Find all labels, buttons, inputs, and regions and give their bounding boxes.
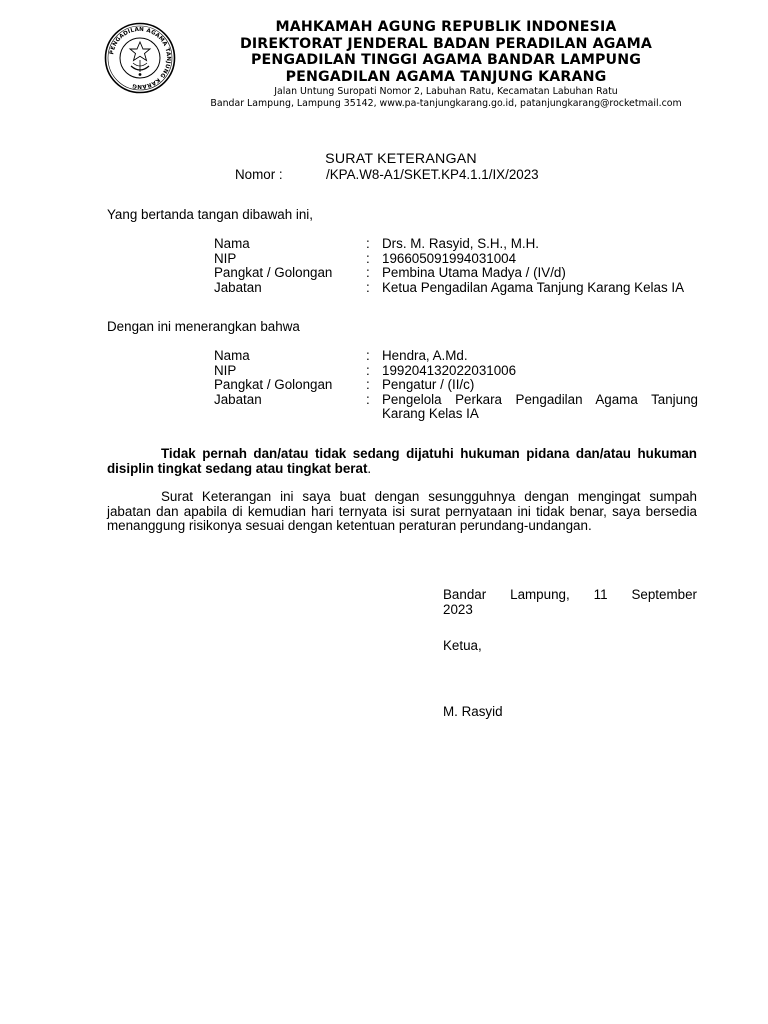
field-row	[214, 378, 698, 393]
signature-block	[443, 588, 697, 719]
seal-ring-text: PENGADILAN AGAMA TANJUNG KARANG	[109, 26, 172, 90]
declaration-paragraph	[107, 447, 697, 476]
field-value: 196605091994031004	[382, 250, 517, 266]
letterhead-address: Jalan Untung Suropati Nomor 2, Labuhan Ratu, Kecamatan Labuhan Ratu	[274, 86, 618, 97]
field-colon: :	[366, 391, 370, 407]
field-row	[214, 266, 698, 281]
subject-fields	[214, 349, 698, 422]
court-seal-icon	[104, 22, 176, 94]
field-value: Pembina Utama Madya / (IV/d)	[382, 265, 566, 281]
signature-year: 2023	[443, 601, 473, 617]
intro-text: Yang bertanda tangan dibawah ini,	[107, 207, 313, 222]
field-label: Jabatan	[214, 391, 262, 407]
field-colon: :	[366, 377, 370, 393]
field-colon: :	[366, 279, 370, 295]
field-colon: :	[366, 362, 370, 378]
field-value: Hendra, A.Md.	[382, 348, 468, 363]
field-value: 199204132022031006	[382, 362, 517, 378]
number-value: /KPA.W8-A1/SKET.KP4.1.1/IX/2023	[326, 167, 539, 182]
field-row	[214, 364, 698, 379]
field-value: Drs. M. Rasyid, S.H., M.H.	[382, 236, 539, 251]
declaration-period: .	[367, 460, 372, 476]
signature-name: M. Rasyid	[443, 703, 503, 719]
field-colon: :	[366, 250, 370, 266]
letterhead-line-3: PENGADILAN TINGGI AGAMA BANDAR LAMPUNG	[250, 52, 642, 68]
field-value: Ketua Pengadilan Agama Tanjung Karang Kelas IA	[382, 279, 685, 295]
field-value: Pengatur / (II/c)	[382, 377, 475, 393]
letterhead-contact: Bandar Lampung, Lampung 35142, www.pa-tanjungkarang.go.id, patanjungkarang@rocketmail.com	[210, 97, 682, 109]
letterhead-line-2: DIREKTORAT JENDERAL BADAN PERADILAN AGAMA	[239, 35, 653, 52]
field-row	[214, 393, 698, 422]
letterhead-line-4: PENGADILAN AGAMA TANJUNG KARANG	[285, 68, 607, 85]
signature-role: Ketua,	[443, 638, 482, 654]
field-label: Jabatan	[214, 279, 262, 295]
signature-place-date: Bandar Lampung, 11 September	[443, 587, 697, 602]
field-label: NIP	[214, 250, 237, 266]
field-label: Nama	[214, 348, 250, 363]
field-label: NIP	[214, 362, 237, 378]
declaration-text: Tidak pernah dan/atau tidak sedang dijatuhi hukuman pidana dan/atau hukuman disiplin tingkat sedang atau tingkat berat	[107, 446, 697, 476]
field-label: Pangkat / Golongan	[214, 377, 333, 393]
field-row	[214, 237, 698, 252]
letterhead-line-1: MAHKAMAH AGUNG REPUBLIK INDONESIA	[275, 19, 617, 35]
field-label: Pangkat / Golongan	[214, 265, 333, 281]
field-colon: :	[366, 348, 370, 363]
closing-paragraph: Surat Keterangan ini saya buat dengan sesungguhnya dengan mengingat sumpah jabatan dan apabila di kemudian hari ternyata isi surat pernyataan ini tidak benar, saya bersedia menanggung risikonya sesuai dengan ketentuan peraturan perundang-undangan.	[107, 489, 697, 534]
field-label: Nama	[214, 236, 250, 251]
field-value: Pengelola Perkara Pengadilan Agama Tanjung Karang Kelas IA	[382, 391, 698, 422]
field-row	[214, 252, 698, 267]
field-colon: :	[366, 265, 370, 281]
field-row	[214, 281, 698, 296]
number-label: Nomor :	[235, 167, 283, 182]
svg-text:PENGADILAN AGAMA TANJUNG KARAN	[109, 27, 171, 89]
document-title: SURAT KETERANGAN	[325, 151, 477, 167]
letterhead	[180, 19, 712, 109]
field-row	[214, 349, 698, 364]
statement-intro: Dengan ini menerangkan bahwa	[107, 319, 300, 334]
field-colon: :	[366, 236, 370, 251]
signer-fields	[214, 237, 698, 295]
